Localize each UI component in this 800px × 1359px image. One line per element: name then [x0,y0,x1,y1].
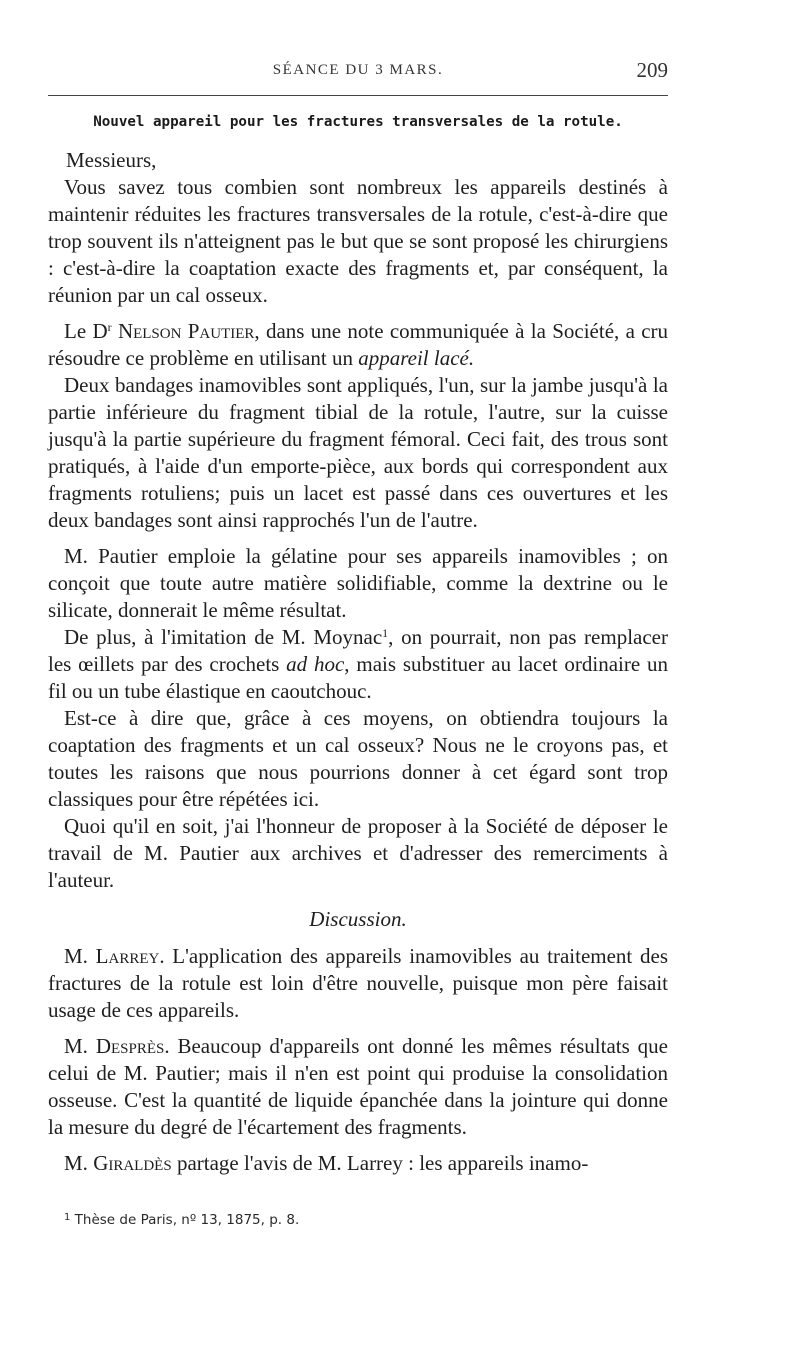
p2-emphasis: appareil lacé. [358,346,475,370]
giraldes-name: Giraldès [93,1151,172,1175]
p2-sup: r [107,320,112,334]
author-name: Nelson Pautier [117,319,255,343]
p2-mid: , dans une note communiquée à la Société, a cru résoudre ce problème en utilisant un [48,319,669,370]
header-rule [48,95,668,96]
paragraph-2 [48,318,668,372]
paragraph-5 [48,624,668,705]
discussion-larrey [48,943,668,1024]
footnote-text: Thèse de Paris, nº 13, 1875, p. 8. [70,1212,300,1228]
paragraph-6: Est-ce à dire que, grâce à ces moyens, on obtiendra toujours la coaptation des fragments et un cal osseux? Nous ne le croyons pas, et toutes les raisons que nous pourrions donner à cet égard sont trop classiques pour être répétées ici. [48,706,668,811]
discussion-despres [48,1033,668,1141]
paragraph-7: Quoi qu'il en soit, j'ai l'honneur de proposer à la Société de déposer le travail de M. Pautier aux archives et d'adresser des remerciments à l'auteur. [48,814,668,892]
running-head: SÉANCE DU 3 MARS. [272,62,444,78]
paragraph-4: M. Pautier emploie la gélatine pour ses appareils inamovibles ; on conçoit que toute autre matière solidifiable, comme la dextrine ou le silicate, donnerait le même résultat. [48,544,668,622]
giraldes-text: partage l'avis de M. Larrey : les appareils inamo- [171,1151,589,1175]
p5-start: De plus, à l'imitation de M. Moynac [64,625,383,649]
despres-text: . Beaucoup d'appareils ont donné les mêmes résultats que celui de M. Pautier; mais il n'en est point qui produise la consolidation osseuse. C'est la quantité de liquide épanchée dans la jointure qui donne la mesure du degré de l'écartement des fragments. [48,1034,668,1139]
footnote-marker: 1 [64,1212,71,1223]
larrey-prefix: M. [64,944,96,968]
p5-end: , mais substituer au lacet ordinaire un fil ou un tube élastique en caoutchouc. [48,652,668,703]
paragraph-3: Deux bandages inamovibles sont appliqués, l'un, sur la jambe jusqu'à la partie inférieure du fragment tibial de la rotule, l'autre, sur la cuisse jusqu'à la partie supérieure du fragment fémoral. Ceci fait, des trous sont pratiqués, à l'aide d'un emporte-pièce, aux bords qui correspondent aux fragments rotuliens; puis un lacet est passé dans ces ouvertures et les deux bandages sont ainsi rapprochés l'un de l'autre. [48,373,668,532]
article-title: Nouvel appareil pour les fractures transversales de la rotule. [93,114,623,130]
salutation: Messieurs, [66,148,157,172]
article-body [48,147,668,1177]
page-number: 209 [636,58,668,82]
p5-mid: , on pourrait, non pas remplacer les œillets par des crochets [48,625,668,676]
despres-prefix: M. [64,1034,96,1058]
paragraph-1: Vous savez tous combien sont nombreux les appareils destinés à maintenir réduites les fractures transversales de la rotule, c'est-à-dire que trop souvent ils n'atteignent pas le but que se sont proposé les chirurgiens : c'est-à-dire la coaptation exacte des fragments et, par conséquent, la réunion par un cal osseux. [48,175,668,307]
page-header [48,58,668,88]
giraldes-prefix: M. [64,1151,94,1175]
larrey-text: . L'application des appareils inamovibles au traitement des fractures de la rotule est loin d'être nouvelle, puisque mon père faisait usage de ces appareils. [48,944,668,1022]
despres-name: Desprès [95,1034,165,1058]
p2-start: Le D [64,319,108,343]
footnote [64,1212,664,1228]
discussion-giraldes [48,1150,668,1177]
discussion-heading: Discussion. [309,907,407,931]
larrey-name: Larrey [95,944,160,968]
p5-emphasis: ad hoc [286,652,345,676]
footnote-ref: 1 [382,626,389,640]
